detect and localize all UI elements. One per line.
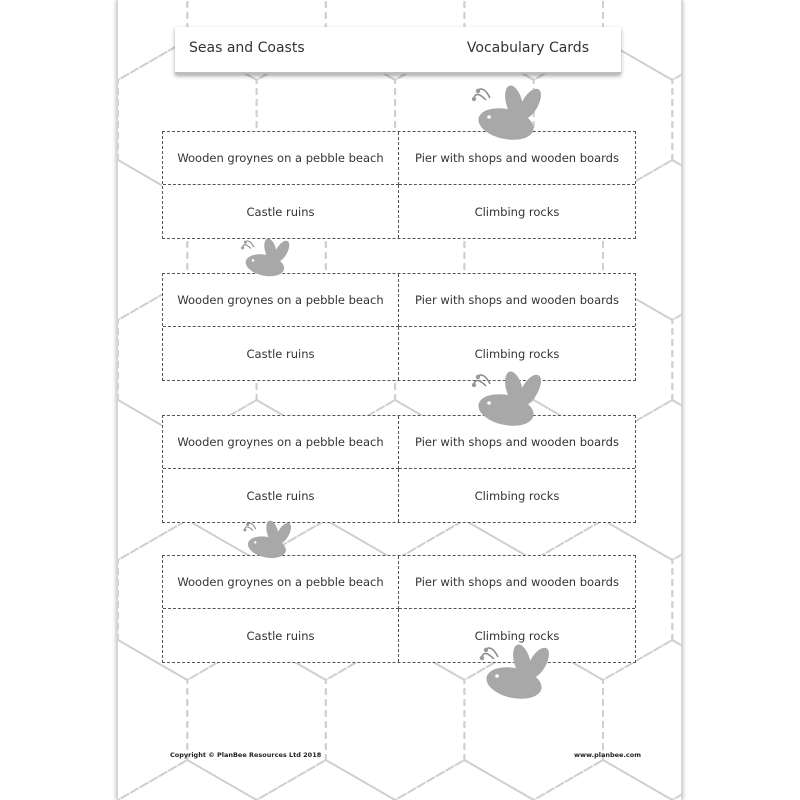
card-set-4 [162,555,636,663]
hexagon-outline [187,640,325,800]
vocabulary-card: Castle ruins [163,609,399,662]
page-header [175,27,621,74]
vocabulary-card: Castle ruins [163,469,399,522]
bee-icon [464,368,554,434]
card-set-3 [162,415,636,523]
vocabulary-card: Castle ruins [163,185,399,238]
bee-icon [464,82,554,148]
hexagon-outline [672,520,681,680]
hexagon-outline [672,280,681,440]
vocabulary-card: Pier with shops and wooden boards [399,416,635,469]
vocabulary-card: Wooden groynes on a pebble beach [163,132,399,185]
vocabulary-card: Wooden groynes on a pebble beach [163,416,399,469]
vocabulary-card: Wooden groynes on a pebble beach [163,274,399,327]
vocabulary-card: Pier with shops and wooden boards [399,556,635,609]
hexagon-outline [395,760,534,800]
hexagon-outline [118,760,257,800]
hexagon-pattern [118,0,681,800]
bee-icon [235,236,299,282]
vocabulary-card: Climbing rocks [474,488,560,503]
card-set-2 [162,273,636,381]
hexagon-outline [603,640,681,800]
bee-icon [238,518,300,564]
hexagon-outline [257,760,396,800]
website-link[interactable]: www.planbee.com [574,751,641,759]
vocabulary-card: Climbing rocks [474,204,560,219]
vocabulary-card: Pier with shops and wooden boards [399,132,635,185]
copyright-text: Copyright © PlanBee Resources Ltd 2018 [170,751,322,759]
worksheet-page [118,0,681,800]
bee-icon [472,641,562,707]
vocabulary-card: Climbing rocks [474,628,560,643]
vocabulary-card: Castle ruins [163,327,399,380]
hexagon-outline [672,40,681,200]
hexagon-outline [672,760,681,800]
page-subtitle: Vocabulary Cards [466,40,589,56]
vocabulary-card: Wooden groynes on a pebble beach [163,556,399,609]
hexagon-outline [534,760,673,800]
card-set-1 [162,131,636,239]
page-title: Seas and Coasts [189,40,305,56]
hexagon-outline [326,640,465,800]
hexagon-outline [118,640,187,800]
vocabulary-card: Pier with shops and wooden boards [399,274,635,327]
vocabulary-card: Climbing rocks [474,346,560,361]
